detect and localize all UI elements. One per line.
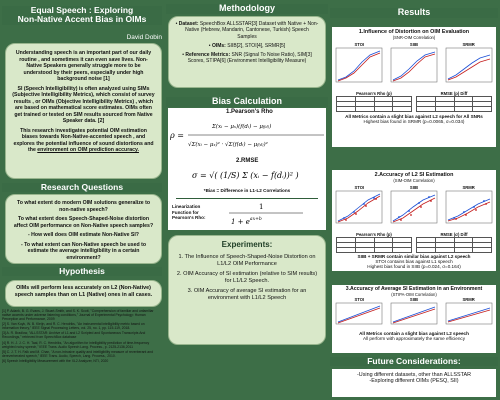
results-3-finding-1: All Metrics contain a slight bias against L2 speech: [359, 331, 469, 336]
results-2-plot-siib: SIIB: [389, 185, 439, 231]
linearization-formula: [223, 200, 323, 230]
results-2-subtitle: (SIM-OIM Correlation): [393, 178, 435, 183]
results-1-table-b: RMSE (p) Diff: [416, 91, 492, 112]
methodology-dataset: • Dataset: SpeechBox ALLSSTAR[3] Dataset with Native + Non-Native (Hebrew, Mandarin, Cantonese, Turkish) Speech Samples: [175, 21, 319, 40]
results-section-1: [332, 27, 496, 147]
reference-item: [5] C. J. T. H. Falk and M. Chan, "A non-intrusive quality and intelligibility measure of reverberant and dereverberated speech," IEEE Trans. Audio, Speech, Lang. Process., 2010.: [2, 349, 153, 358]
rmse-label: 2.RMSE: [236, 158, 259, 164]
poster-title-line1: Equal Speech : Exploring: [30, 5, 134, 15]
pearson-rho-formula: [168, 116, 326, 156]
experiment-3: 3. OIM Accuracy of average SI estimation for an environment with L1/L2 Speech: [187, 287, 307, 301]
results-1-plot-siib: SIIB: [389, 42, 439, 90]
svg-text:1: 1: [259, 203, 264, 211]
scatter-plot: [389, 190, 439, 226]
scatter-plot: [334, 302, 384, 326]
scatter-plot: [334, 190, 384, 226]
research-question-1: To what extent do modern OIM solutions generalize to non-native speech?: [16, 200, 151, 213]
svg-text:σ = √( (1/S) Σ (xi − f(di))² ): σ = √( (1/S) Σ (xi − f(di))² ): [192, 171, 299, 180]
research-question-3: - How well does OIM estimate Non-Native SI?: [28, 232, 139, 238]
line-plot: [334, 47, 384, 85]
hypothesis-header: Hypothesis: [2, 267, 162, 276]
results-1-plot-srmr: SRMR: [444, 42, 494, 90]
future-item-1: -Using different datasets, other than ALLSSTAR: [357, 372, 471, 378]
svg-text:Σ(xi − μx)(f(di) − μf(d)): Σ(xi − μx)(f(di) − μf(d)): [212, 124, 272, 130]
rmse-formula: [168, 164, 326, 186]
reference-item: [1] P. Adank, B. G. Evans, J. Stuart-Smith, and S. K. Scott, "Comprehension of familiar and unfamiliar native accents under adverse listening conditions," Journal of Experimental Psychology: Human Perception and Performance, 2009: [2, 309, 154, 322]
bias-note: *Bias = Difference in L1-L2 Correlations: [203, 188, 291, 193]
results-3-plot-siib: SIIB: [389, 297, 439, 331]
future-considerations-panel: [332, 369, 496, 397]
intro-paragraph-1: Understanding speech is an important part of our daily routine , and sometimes it can even save lives. Non-Native Speakers generally struggle more to be understood by their peers, especially under high background noise [1]: [15, 50, 152, 82]
results-3-finding-2: All perform with approximately the same efficiency: [362, 336, 466, 341]
results-1-finding-1: All Metrics contain a slight bias against L2 speech for All SNRs: [345, 114, 483, 119]
intro-paragraph-2: SI (Speech Intelligibility) is often analyzed using SIMs (Subjective Intelligibility Metrics), which consist of survey results , or OIMs (Objective Intelligibility Metrics) , which are based on mathematical score estimates. OIMs often get trained or tested on SIM results sourced from Native Speaker data. [2]: [12, 85, 155, 124]
intro-paragraph-3: This research investigates potential OIM estimation biases towards Non-Native-accented speech , and explores the potential influence of sound distortions and the environment on OIM prediction accuracy.: [13, 127, 154, 153]
linearization-label: Linearization Function for Pearson's Rho:: [172, 204, 206, 220]
results-2-finding-1: SIIB + SRMR contain similar bias against L2 speech: [357, 254, 471, 259]
hypothesis-text: OIMs will perform less accurately on L2 (Non-Native) speech samples than on L1 (Native) ones in all cases.: [14, 285, 153, 298]
line-plot: [444, 47, 494, 85]
research-questions-header: Research Questions: [2, 183, 162, 192]
research-question-4: - To what extent can Non-Native speech be used to estimate the average intelligibility in a certain environment?: [20, 241, 146, 261]
hypothesis-panel: [5, 280, 162, 307]
experiments-header: Experiments:: [221, 240, 273, 249]
methodology-panel: [168, 16, 326, 88]
poster-title: [2, 6, 162, 25]
bias-calculation-panel: [168, 108, 326, 230]
reference-item: [3] A. R. Bradlow, "ALLSSTAR: Archive of L1 and L2 Scripted and Spontaneous Transcripts And Recordings," retrieved from SpeechBox database: [2, 331, 146, 340]
author-name: David Dobin: [126, 34, 162, 41]
methodology-reference-metrics: • Reference Metrics: SNR (Signal To Noise Ratio), SIM[3] Scores, STIPA[6] (Environment Intelligibility Measure): [182, 52, 312, 65]
results-2-body: [332, 185, 496, 281]
future-considerations-header: Future Considerations:: [330, 357, 498, 366]
experiment-2: 2. OIM Accuracy of SI estimation (relative to SIM results) for L1/L2 Speech.: [176, 270, 318, 284]
results-1-title: 1.Influence of Distortion on OIM Evaluation: [358, 29, 470, 35]
results-2-finding-3: Highest bias found in SIIB (p=0.024, σ=0.164): [367, 264, 461, 269]
experiments-panel: [168, 235, 326, 345]
results-2-finding-2: STOI contains bias against L1 speech: [375, 259, 453, 264]
scatter-plot: [389, 302, 439, 326]
results-2-table-b: RMSE (σ) Diff: [416, 232, 492, 253]
reference-item: [4] R. H. J. J. C. H. Taal, R. C. Hendriks, "An algorithm for intelligibility prediction of time-frequency weighted noisy speech," IEEE Trans. Audio Speech Lang. Process., p. 2125-2136,2011: [2, 340, 150, 349]
research-question-2: To what extent does Speech-Shaped-Noise distortion affect OIM performance on Non-Native speech samples?: [13, 216, 154, 229]
methodology-oims: • OIMs: SIIB[2], STOI[4], SRMR[5]: [208, 42, 286, 49]
results-2-title: 2.Accuracy of L2 SI Estimation: [374, 172, 454, 178]
results-2-plot-srmr: SRMR: [444, 185, 494, 231]
intro-panel: [5, 43, 162, 179]
line-plot: [389, 47, 439, 85]
reference-item: [2] S. Van Kuyk, W. B. Kleijn, and R. C. Hendriks, "An instrumental intelligibility metric based on information theory," IEEE Signal Processing Letters, vol. 25, no. 1, pp. 115-119, 2018.: [2, 322, 145, 331]
results-3-title: 3.Accuracy of Average SI Estimation in an Environment: [345, 286, 483, 292]
scatter-plot: [444, 302, 494, 326]
references: [2, 309, 162, 399]
pearson-rho-label: 1.Pearson's Rho: [226, 109, 273, 115]
poster-title-line2: Non-Native Accent Bias in OIMs: [17, 14, 147, 25]
methodology-header: Methodology: [166, 4, 328, 14]
results-header: Results: [330, 8, 498, 18]
results-section-3: [332, 285, 496, 353]
results-3-plot-stoi: STOI: [334, 297, 384, 331]
future-item-2: -Exploring different OIMs (PESQ, SII): [369, 378, 459, 384]
results-1-finding-2: Highest bias found in SRMR (p=0.0065, σ=0.034): [363, 119, 465, 124]
results-2-table-a: Pearson's Rho (p): [336, 232, 412, 253]
results-1-table-a: Pearson's Rho (p): [336, 91, 412, 112]
experiment-1: 1. The Influence of Speech-Shaped-Noise Distortion on L1/L2 OIM Performance: [178, 254, 316, 267]
svg-text:√Σ(xi − μx)² · √Σ(f(di) − μf(d: √Σ(xi − μx)² · √Σ(f(di) − μf(d))²: [188, 142, 268, 148]
bias-calculation-header: Bias Calculation: [166, 97, 328, 107]
results-1-subtitle: (SNR-OIM Correlation): [392, 35, 436, 40]
research-questions-panel: [5, 194, 162, 264]
results-3-subtitle: (STIPA-OIM Correlation): [391, 292, 437, 297]
svg-text:ρ =: ρ =: [170, 131, 184, 140]
results-1-plot-stoi: STOI: [334, 42, 384, 90]
svg-text:1 + eax+b: $1 + e^{ax+b}$: [231, 217, 262, 226]
reference-item: [6] Speech Intelligibility Measurement with the XL2 Analyzer, NTI, 2020: [2, 358, 109, 363]
results-3-plot-srmr: SRMR: [444, 297, 494, 331]
scatter-plot: [444, 190, 494, 226]
results-2-plot-stoi: STOI: [334, 185, 384, 231]
